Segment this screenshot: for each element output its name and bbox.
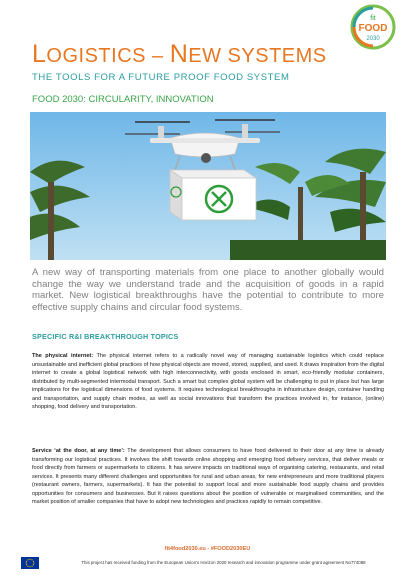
section-heading: SPECIFIC R&I BREAKTHROUGH TOPICS — [32, 332, 179, 341]
eu-flag-icon — [21, 557, 39, 569]
tagline: FOOD 2030: CIRCULARITY, INNOVATION — [32, 94, 214, 105]
fit4food-logo — [350, 4, 396, 50]
lead-paragraph: A new way of transporting materials from one place to another globally would change the way we understand trade and the acquisition of goods in a rapid market. New logistical breakthroughs have the potential to contribute to more effective supply chains and circular food systems. — [32, 267, 384, 313]
paragraph-physical-internet — [32, 352, 384, 412]
paragraph-body: The development that allows consumers to have food delivered to their door at any time is already transforming our logistical practices. It involves the shift towards online shopping and emerging food delivery services, that deliver meals or food directly from farmers or supermarkets to citizens. It has severe impacts on traditional ways of organising catering, restaurants, and retail services. It presents many different challenges and opportunities for rural and urban areas, for new entrepreneurs and more traditional players (restaurant owners, farmers, supermarkets). It has the potential to support local and more sustainable food supply chains and provides opportunities for consumers and businesses. But it raises questions about the position of vulnerable or marginalised communities, and the market position of smaller companies that have to adopt new technologies and practices rapidly to remain competitive. — [32, 448, 385, 505]
page-subtitle: THE TOOLS FOR A FUTURE PROOF FOOD SYSTEM — [32, 72, 290, 83]
svg-text:fit: fit — [370, 15, 376, 22]
paragraph-heading: Service ‘at the door, at any time’: — [32, 448, 125, 454]
page-title: LOGISTICS – NEW SYSTEMS — [32, 40, 327, 68]
paragraph-body: The physical internet refers to a radically novel way of managing sustainable logistics which could replace unsustainable and inefficient global practices of how physical objects are moved, stored, supplied, and used. It draws inspiration from the digital internet to create a global logistical network with high interconnectivity, with goods enclosed in smart, eco-friendly modular containers, distributed by multi-segmented intermodal transport. Such a smart but complex global system will be challenging to put in place but has large implications for the logistical dimensions of food systems. It requires technological breakthroughs in infrastructure design, container handling and transportation, and supply chain modes, as well as social innovations that transform the practices involved in, for instance, (online) shopping, food delivery and transportation. — [32, 353, 384, 410]
footer-link[interactable]: fit4food2030.eu - #FOOD2030EU — [164, 546, 251, 552]
svg-text:2030: 2030 — [366, 36, 380, 42]
drone-delivery-photo — [30, 112, 386, 260]
paragraph-heading: The physical internet: — [32, 353, 94, 359]
funding-notice: This project has received funding from the European Union’s Horizon 2020 research and innovation programme under grant agreement No774088 — [81, 560, 366, 565]
paragraph-service-at-door — [32, 447, 384, 507]
svg-text:FOOD: FOOD — [358, 23, 388, 34]
